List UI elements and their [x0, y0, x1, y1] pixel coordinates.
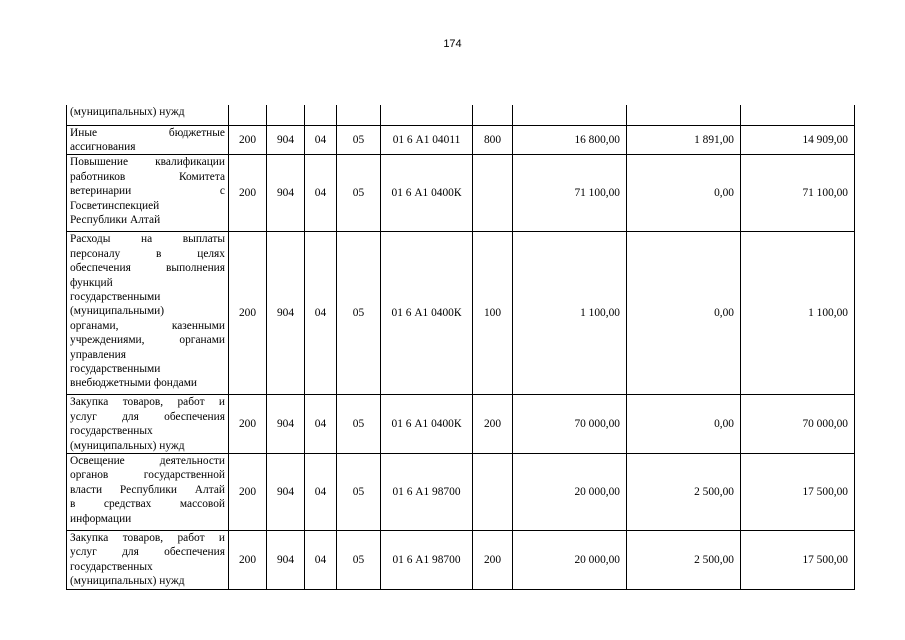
cell-amount-2: 1 891,00 — [627, 125, 741, 155]
cell-department-code: 904 — [267, 232, 305, 395]
table-row — [67, 395, 855, 454]
cell-target-code: 01 6 А1 0400К — [381, 155, 473, 232]
description-line: ассигнования — [70, 140, 136, 153]
description-line: органов государственной — [70, 469, 225, 482]
cell-amount-2: 0,00 — [627, 395, 741, 454]
description-line: Закупка товаров, работ и — [70, 396, 225, 409]
description-line: Освещение деятельности — [70, 454, 225, 467]
cell-amount-1: 20 000,00 — [513, 530, 627, 589]
table-row — [67, 232, 855, 395]
description-line: Повышение квалификации — [70, 156, 225, 169]
cell-amount-3: 71 100,00 — [741, 155, 855, 232]
cell-amount-1: 1 100,00 — [513, 232, 627, 395]
cell-description — [67, 155, 229, 232]
description-line: работников Комитета — [70, 170, 225, 183]
cell-target-code: 01 6 А1 98700 — [381, 453, 473, 530]
cell-department-code: 904 — [267, 395, 305, 454]
cell-amount-3 — [741, 105, 855, 125]
cell-section-code — [305, 105, 337, 125]
cell-subsection-code: 05 — [337, 125, 381, 155]
cell-expense-type — [473, 453, 513, 530]
cell-amount-2: 2 500,00 — [627, 530, 741, 589]
description-line: органами, казенными — [70, 319, 225, 332]
cell-expense-type: 800 — [473, 125, 513, 155]
description-line: (муниципальных) нужд — [70, 106, 185, 118]
cell-ministry-code: 200 — [229, 395, 267, 454]
description-line: Иные бюджетные — [70, 126, 225, 139]
cell-target-code: 01 6 А1 0400К — [381, 395, 473, 454]
cell-ministry-code: 200 — [229, 155, 267, 232]
description-line: информации — [70, 512, 132, 525]
cell-department-code: 904 — [267, 530, 305, 589]
cell-ministry-code: 200 — [229, 530, 267, 589]
cell-target-code: 01 6 А1 04011 — [381, 125, 473, 155]
description-line: государственных — [70, 425, 153, 438]
cell-description — [67, 232, 229, 395]
description-line: власти Республики Алтай — [70, 483, 225, 496]
cell-amount-1: 20 000,00 — [513, 453, 627, 530]
cell-target-code — [381, 105, 473, 125]
description-line: (муниципальных) нужд — [70, 575, 185, 588]
cell-description — [67, 395, 229, 454]
cell-amount-1: 16 800,00 — [513, 125, 627, 155]
cell-ministry-code: 200 — [229, 125, 267, 155]
cell-amount-3: 14 909,00 — [741, 125, 855, 155]
cell-amount-1: 70 000,00 — [513, 395, 627, 454]
cell-section-code: 04 — [305, 453, 337, 530]
cell-ministry-code: 200 — [229, 453, 267, 530]
table-row — [67, 155, 855, 232]
description-line: функций — [70, 276, 113, 289]
cell-amount-2: 0,00 — [627, 155, 741, 232]
table-row — [67, 530, 855, 589]
cell-expense-type — [473, 105, 513, 125]
cell-amount-2: 2 500,00 — [627, 453, 741, 530]
description-line: Республики Алтай — [70, 213, 161, 226]
budget-table-body — [67, 105, 855, 589]
cell-target-code: 01 6 А1 98700 — [381, 530, 473, 589]
description-line: государственными — [70, 290, 161, 303]
cell-section-code: 04 — [305, 232, 337, 395]
cell-amount-1: 71 100,00 — [513, 155, 627, 232]
description-line: Расходы на выплаты — [70, 233, 225, 246]
cell-target-code: 01 6 А1 0400К — [381, 232, 473, 395]
cell-ministry-code: 200 — [229, 232, 267, 395]
cell-description — [67, 125, 229, 155]
description-line: услуг для обеспечения — [70, 546, 225, 559]
table-row — [67, 105, 855, 125]
description-line: персоналу в целях — [70, 247, 225, 260]
cell-section-code: 04 — [305, 530, 337, 589]
cell-description — [67, 530, 229, 589]
description-line: Закупка товаров, работ и — [70, 531, 225, 544]
cell-section-code: 04 — [305, 155, 337, 232]
cell-ministry-code — [229, 105, 267, 125]
description-line: учреждениями, органами — [70, 334, 225, 347]
cell-amount-3: 1 100,00 — [741, 232, 855, 395]
cell-expense-type — [473, 155, 513, 232]
table-row — [67, 125, 855, 155]
cell-section-code: 04 — [305, 395, 337, 454]
cell-description — [67, 105, 229, 125]
cell-expense-type: 200 — [473, 395, 513, 454]
cell-amount-2: 0,00 — [627, 232, 741, 395]
cell-department-code — [267, 105, 305, 125]
description-line: внебюджетными фондами — [70, 377, 198, 390]
description-line: (муниципальных) нужд — [70, 439, 185, 452]
description-line: государственных — [70, 560, 153, 573]
cell-department-code: 904 — [267, 453, 305, 530]
cell-subsection-code: 05 — [337, 530, 381, 589]
cell-subsection-code: 05 — [337, 453, 381, 530]
cell-expense-type: 200 — [473, 530, 513, 589]
cell-department-code: 904 — [267, 155, 305, 232]
description-line: управления — [70, 348, 126, 361]
cell-amount-3: 70 000,00 — [741, 395, 855, 454]
cell-amount-2 — [627, 105, 741, 125]
cell-department-code: 904 — [267, 125, 305, 155]
description-line: государственными — [70, 362, 161, 375]
cell-subsection-code: 05 — [337, 232, 381, 395]
cell-subsection-code: 05 — [337, 155, 381, 232]
page-number: 174 — [443, 38, 462, 50]
cell-section-code: 04 — [305, 125, 337, 155]
cell-amount-3: 17 500,00 — [741, 530, 855, 589]
cell-subsection-code: 05 — [337, 395, 381, 454]
description-line: ветеринарии с — [70, 185, 225, 198]
cell-expense-type: 100 — [473, 232, 513, 395]
table-row — [67, 453, 855, 530]
cell-subsection-code — [337, 105, 381, 125]
budget-table — [66, 105, 855, 590]
description-line: услуг для обеспечения — [70, 410, 225, 423]
description-line: (муниципальными) — [70, 305, 165, 318]
cell-amount-3: 17 500,00 — [741, 453, 855, 530]
cell-amount-1 — [513, 105, 627, 125]
description-line: Госветинспекцией — [70, 199, 160, 212]
cell-description — [67, 453, 229, 530]
description-line: в средствах массовой — [70, 498, 225, 511]
description-line: обеспечения выполнения — [70, 262, 225, 275]
